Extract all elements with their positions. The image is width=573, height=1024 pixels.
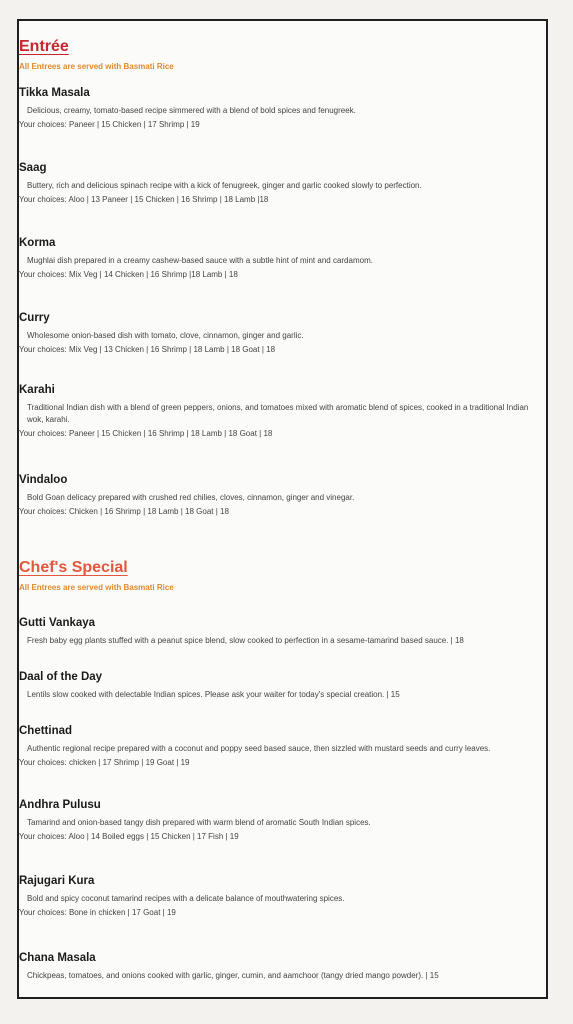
dish-name: Saag bbox=[19, 162, 47, 174]
dish-choices: Your choices: Bone in chicken | 17 Goat | 19 bbox=[19, 908, 176, 917]
special-title: Chef's Special bbox=[19, 559, 128, 576]
dish-name: Karahi bbox=[19, 384, 55, 396]
dish-name: Korma bbox=[19, 237, 56, 249]
dish-description: Bold and spicy coconut tamarind recipes with a delicate balance of mouthwatering spices. bbox=[27, 894, 345, 903]
dish-description: Mughlai dish prepared in a creamy cashew-based sauce with a subtle hint of mint and cardamom. bbox=[27, 256, 373, 265]
dish-chana-masala bbox=[19, 951, 546, 982]
dish-description: Chickpeas, tomatoes, and onions cooked with garlic, ginger, cumin, and aamchoor (tangy dried mango powder). | 15 bbox=[27, 971, 439, 980]
special-subtitle: All Entrees are served with Basmati Rice bbox=[19, 583, 174, 592]
dish-andhra-pulusu bbox=[19, 798, 546, 843]
entree-header bbox=[19, 37, 546, 72]
dish-name: Chettinad bbox=[19, 725, 73, 737]
dish-karahi bbox=[19, 383, 546, 440]
dish-choices: Your choices: Chicken | 16 Shrimp | 18 Lamb | 18 Goat | 18 bbox=[19, 507, 229, 516]
dish-name: Daal of the Day bbox=[19, 671, 103, 683]
dish-choices: Your choices: Mix Veg | 14 Chicken | 16 Shrimp |18 Lamb | 18 bbox=[19, 270, 238, 279]
dish-name: Rajugari Kura bbox=[19, 875, 95, 887]
menu-page bbox=[17, 19, 548, 999]
dish-description: Authentic regional recipe prepared with a coconut and poppy seed based sauce, then sizzled with mustard seeds and curry leaves. bbox=[27, 744, 491, 753]
dish-daal-of-the-day bbox=[19, 670, 546, 701]
special-header bbox=[19, 558, 546, 593]
dish-name: Vindaloo bbox=[19, 474, 68, 486]
dish-chettinad bbox=[19, 724, 546, 769]
entree-title: Entrée bbox=[19, 38, 69, 55]
dish-tikka-masala bbox=[19, 86, 546, 131]
dish-name: Gutti Vankaya bbox=[19, 617, 96, 629]
dish-name: Curry bbox=[19, 312, 50, 324]
dish-name: Chana Masala bbox=[19, 952, 96, 964]
dish-description: Traditional Indian dish with a blend of green peppers, onions, and tomatoes mixed with aromatic blend of spices, cooked in a traditional Indian wok, karahi. bbox=[27, 403, 529, 424]
dish-choices: Your choices: Mix Veg | 13 Chicken | 16 Shrimp | 18 Lamb | 18 Goat | 18 bbox=[19, 345, 276, 354]
dish-vindaloo bbox=[19, 473, 546, 518]
dish-gutti-vankaya bbox=[19, 616, 546, 647]
dish-description: Delicious, creamy, tomato-based recipe simmered with a blend of bold spices and fenugreek. bbox=[27, 106, 356, 115]
dish-choices: Your choices: chicken | 17 Shrimp | 19 Goat | 19 bbox=[19, 758, 190, 767]
dish-choices: Your choices: Paneer | 15 Chicken | 16 Shrimp | 18 Lamb | 18 Goat | 18 bbox=[19, 429, 273, 438]
dish-description: Buttery, rich and delicious spinach recipe with a kick of fenugreek, ginger and garlic cooked slowly to perfection. bbox=[27, 181, 422, 190]
dish-description: Lentils slow cooked with delectable Indian spices. Please ask your waiter for today's special creation. | 15 bbox=[27, 690, 400, 699]
dish-saag bbox=[19, 161, 546, 206]
dish-description: Fresh baby egg plants stuffed with a peanut spice blend, slow cooked to perfection in a sesame-tamarind based sauce. | 18 bbox=[27, 636, 464, 645]
dish-rajugari-kura bbox=[19, 874, 546, 919]
dish-name: Tikka Masala bbox=[19, 87, 90, 99]
dish-description: Wholesome onion-based dish with tomato, clove, cinnamon, ginger and garlic. bbox=[27, 331, 304, 340]
entree-subtitle: All Entrees are served with Basmati Rice bbox=[19, 62, 174, 71]
dish-description: Bold Goan delicacy prepared with crushed red chilies, cloves, cinnamon, ginger and vinegar. bbox=[27, 493, 355, 502]
dish-korma bbox=[19, 236, 546, 281]
dish-description: Tamarind and onion-based tangy dish prepared with warm blend of aromatic South Indian spices. bbox=[27, 818, 371, 827]
dish-choices: Your choices: Aloo | 14 Boiled eggs | 15 Chicken | 17 Fish | 19 bbox=[19, 832, 239, 841]
dish-curry bbox=[19, 311, 546, 356]
dish-choices: Your choices: Paneer | 15 Chicken | 17 Shrimp | 19 bbox=[19, 120, 200, 129]
dish-name: Andhra Pulusu bbox=[19, 799, 101, 811]
dish-choices: Your choices: Aloo | 13 Paneer | 15 Chicken | 16 Shrimp | 18 Lamb |18 bbox=[19, 195, 269, 204]
